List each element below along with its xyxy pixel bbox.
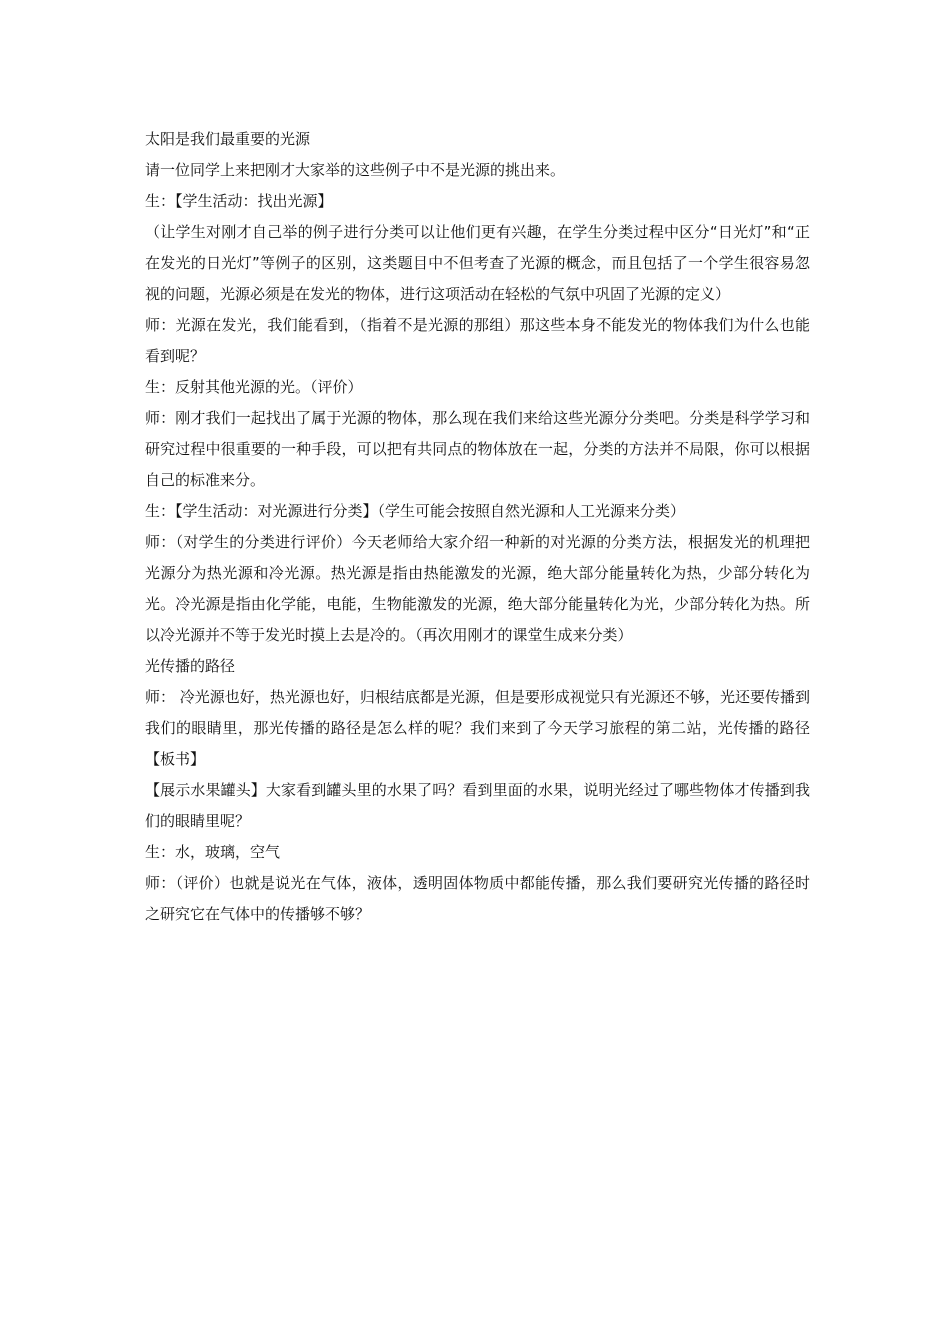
- document-body: [145, 124, 810, 930]
- paragraph-hot-cold-sources: 师：（对学生的分类进行评价）今天老师给大家介绍一种新的对光源的分类方法，根据发光的机理把光源分为热光源和冷光源。热光源是指由热能激发的光源，绝大部分能量转化为热，少部分转化为光。冷光源是指由化学能，电能，生物能激发的光源，绝大部分能量转化为光，少部分转化为热。所以冷光源并不等于发光时摸上去是冷的。（再次用刚才的课堂生成来分类）: [145, 533, 810, 644]
- paragraph-student-answer-media: 生：水，玻璃，空气: [145, 843, 281, 861]
- paragraph-pick-out-non-sources: 请一位同学上来把刚才大家举的这些例子中不是光源的挑出来。: [145, 161, 566, 179]
- paragraph-student-reflect: 生：反射其他光源的光。（评价）: [145, 378, 363, 396]
- paragraph-sun-light-source: 太阳是我们最重要的光源: [145, 130, 311, 148]
- paragraph-student-activity-find: 生：【学生活动：找出光源】: [145, 192, 333, 210]
- paragraph-teacher-classify: 师：刚才我们一起找出了属于光源的物体，那么现在我们来给这些光源分分类吧。分类是科学学习和研究过程中很重要的一种手段，可以把有共同点的物体放在一起，分类的方法并不局限，你可以根据自己的标准来分。: [145, 409, 810, 489]
- paragraph-teacher-gas-question: 师：（评价）也就是说光在气体，液体，透明固体物质中都能传播，那么我们要研究光传播的路径时之研究它在气体中的传播够不够？: [145, 874, 810, 923]
- section-heading-light-path: 光传播的路径: [145, 657, 236, 675]
- paragraph-student-activity-classify: 生：【学生活动：对光源进行分类】（学生可能会按照自然光源和人工光源来分类）: [145, 502, 686, 520]
- paragraph-classification-note: （让学生对刚才自己举的例子进行分类可以让他们更有兴趣，在学生分类过程中区分“日光灯”和“正在发光的日光灯”等例子的区别，这类题目中不但考查了光源的概念，而且包括了一个学生很容易忽视的问题，光源必须是在发光的物体，进行这项活动在轻松的气氛中巩固了光源的定义）: [145, 223, 810, 303]
- paragraph-second-stop: 师： 冷光源也好，热光源也好，归根结底都是光源，但是要形成视觉只有光源还不够，光还要传播到我们的眼睛里，那光传播的路径是怎么样的呢？我们来到了今天学习旅程的第二站，光传播的路径【板书】: [145, 688, 810, 768]
- paragraph-fruit-can: 【展示水果罐头】大家看到罐头里的水果了吗？看到里面的水果，说明光经过了哪些物体才传播到我们的眼睛里呢？: [145, 781, 810, 830]
- paragraph-teacher-question-see: 师：光源在发光，我们能看到，（指着不是光源的那组）那这些本身不能发光的物体我们为什么也能看到呢？: [145, 316, 810, 365]
